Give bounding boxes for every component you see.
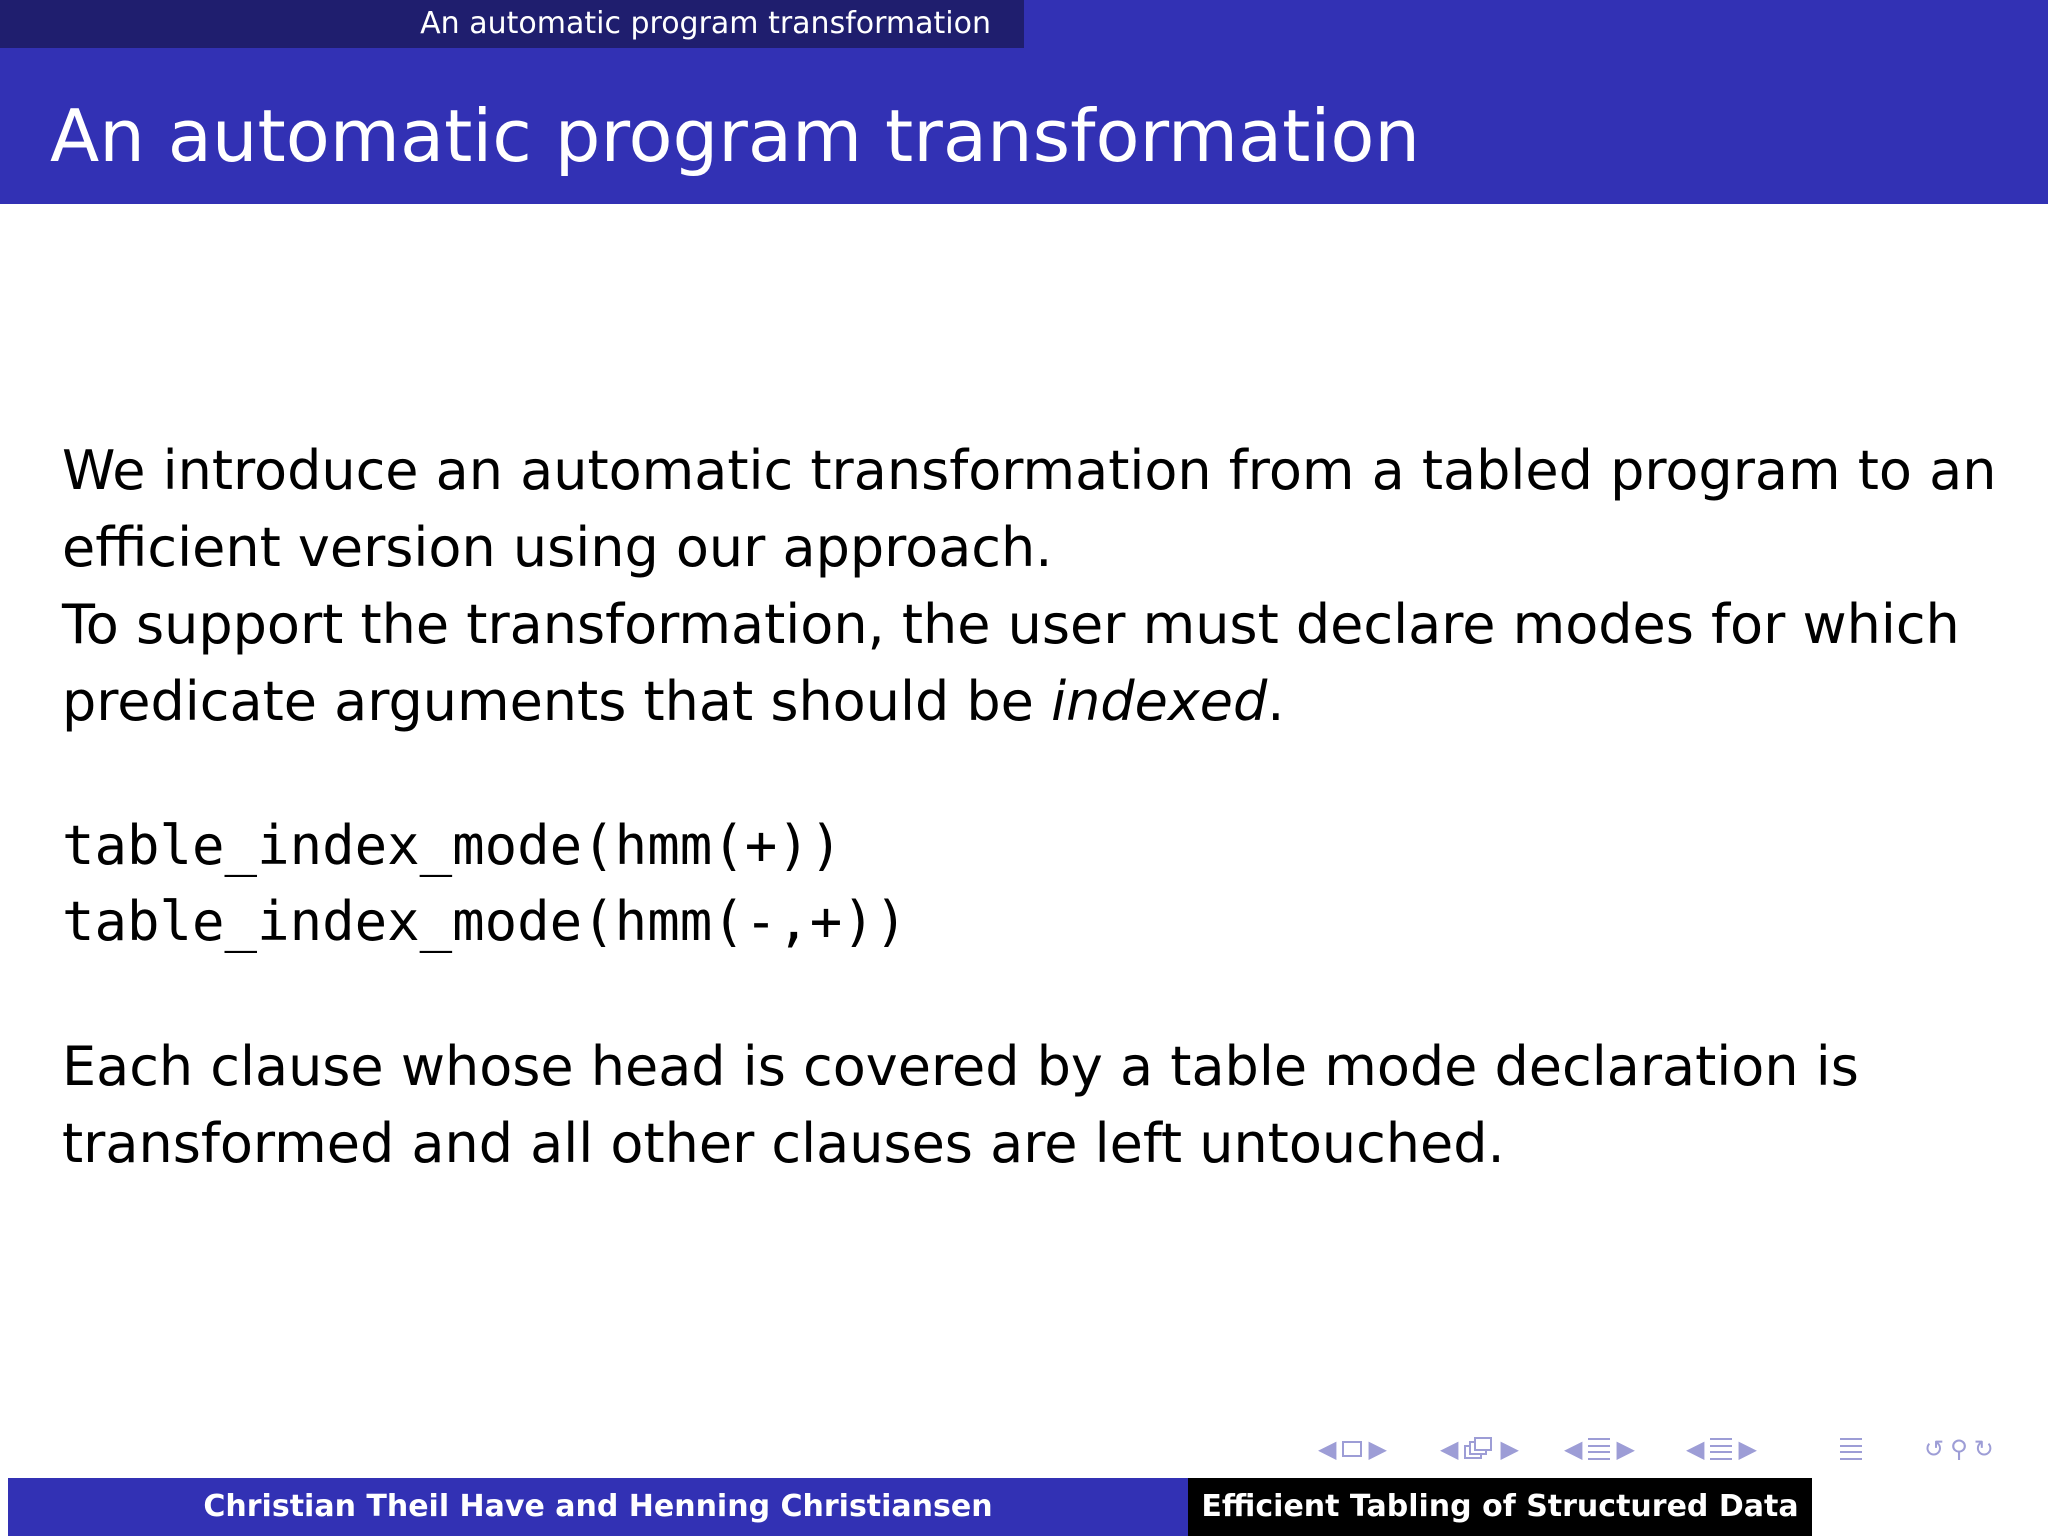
next-section-icon[interactable]: ▶: [1738, 1435, 1757, 1463]
closing-line-1: Each clause whose head is covered by a table mode declaration is: [62, 1035, 1859, 1098]
back-icon[interactable]: ↺: [1924, 1435, 1945, 1463]
slide-body: [62, 432, 2002, 1182]
closing-line-2: transformed and all other clauses are left untouched.: [62, 1112, 1505, 1175]
slide-nav-group: [1318, 1434, 1387, 1464]
intro-line-2: efficient version using our approach.: [62, 516, 1053, 579]
frame-title: An automatic program transformation: [50, 94, 1421, 178]
intro-line-3: To support the transformation, the user must declare modes for which: [62, 593, 1960, 656]
code-block: [62, 808, 2002, 960]
footer-talk-title: Efficient Tabling of Structured Data: [1188, 1478, 1812, 1536]
section-nav-item[interactable]: [0, 0, 1024, 48]
subsection-icon[interactable]: [1588, 1438, 1610, 1460]
closing-paragraph: [62, 1028, 2002, 1182]
next-subsection-icon[interactable]: ▶: [1616, 1435, 1635, 1463]
code-line: table_index_mode(hmm(+)): [62, 814, 843, 877]
prev-slide-icon[interactable]: ◀: [1318, 1435, 1337, 1463]
intro-line-4-post: .: [1267, 670, 1285, 733]
subsection-nav-group: [1564, 1434, 1635, 1464]
frame-icon[interactable]: [1464, 1437, 1494, 1461]
emphasis-indexed: indexed: [1051, 670, 1268, 733]
intro-line-1: We introduce an automatic transformation from a tabled program to an: [62, 439, 1997, 502]
next-slide-icon[interactable]: ▶: [1368, 1435, 1387, 1463]
prev-frame-icon[interactable]: ◀: [1440, 1435, 1459, 1463]
search-icon[interactable]: ⚲: [1950, 1435, 1968, 1463]
footer-authors: Christian Theil Have and Henning Christiansen: [8, 1478, 1188, 1536]
footer: [8, 1478, 2040, 1536]
section-nav-label: An automatic program transformation: [420, 6, 991, 41]
frame-title-band: [0, 48, 2048, 204]
code-line: table_index_mode(hmm(-,+)): [62, 890, 908, 953]
prev-subsection-icon[interactable]: ◀: [1564, 1435, 1583, 1463]
search-nav-group: [1924, 1434, 1994, 1464]
document-icon[interactable]: [1840, 1438, 1862, 1460]
section-nav-group: [1686, 1434, 1757, 1464]
next-frame-icon[interactable]: ▶: [1500, 1435, 1519, 1463]
top-navigation-bar: [0, 0, 2048, 48]
document-nav-group: [1840, 1434, 1862, 1464]
intro-line-4-pre: predicate arguments that should be: [62, 670, 1052, 733]
frame-nav-group: [1440, 1434, 1519, 1464]
prev-section-icon[interactable]: ◀: [1686, 1435, 1705, 1463]
intro-paragraph: [62, 432, 2002, 740]
slide-icon[interactable]: [1342, 1441, 1362, 1457]
section-icon[interactable]: [1710, 1438, 1732, 1460]
forward-icon[interactable]: ↻: [1973, 1435, 1994, 1463]
